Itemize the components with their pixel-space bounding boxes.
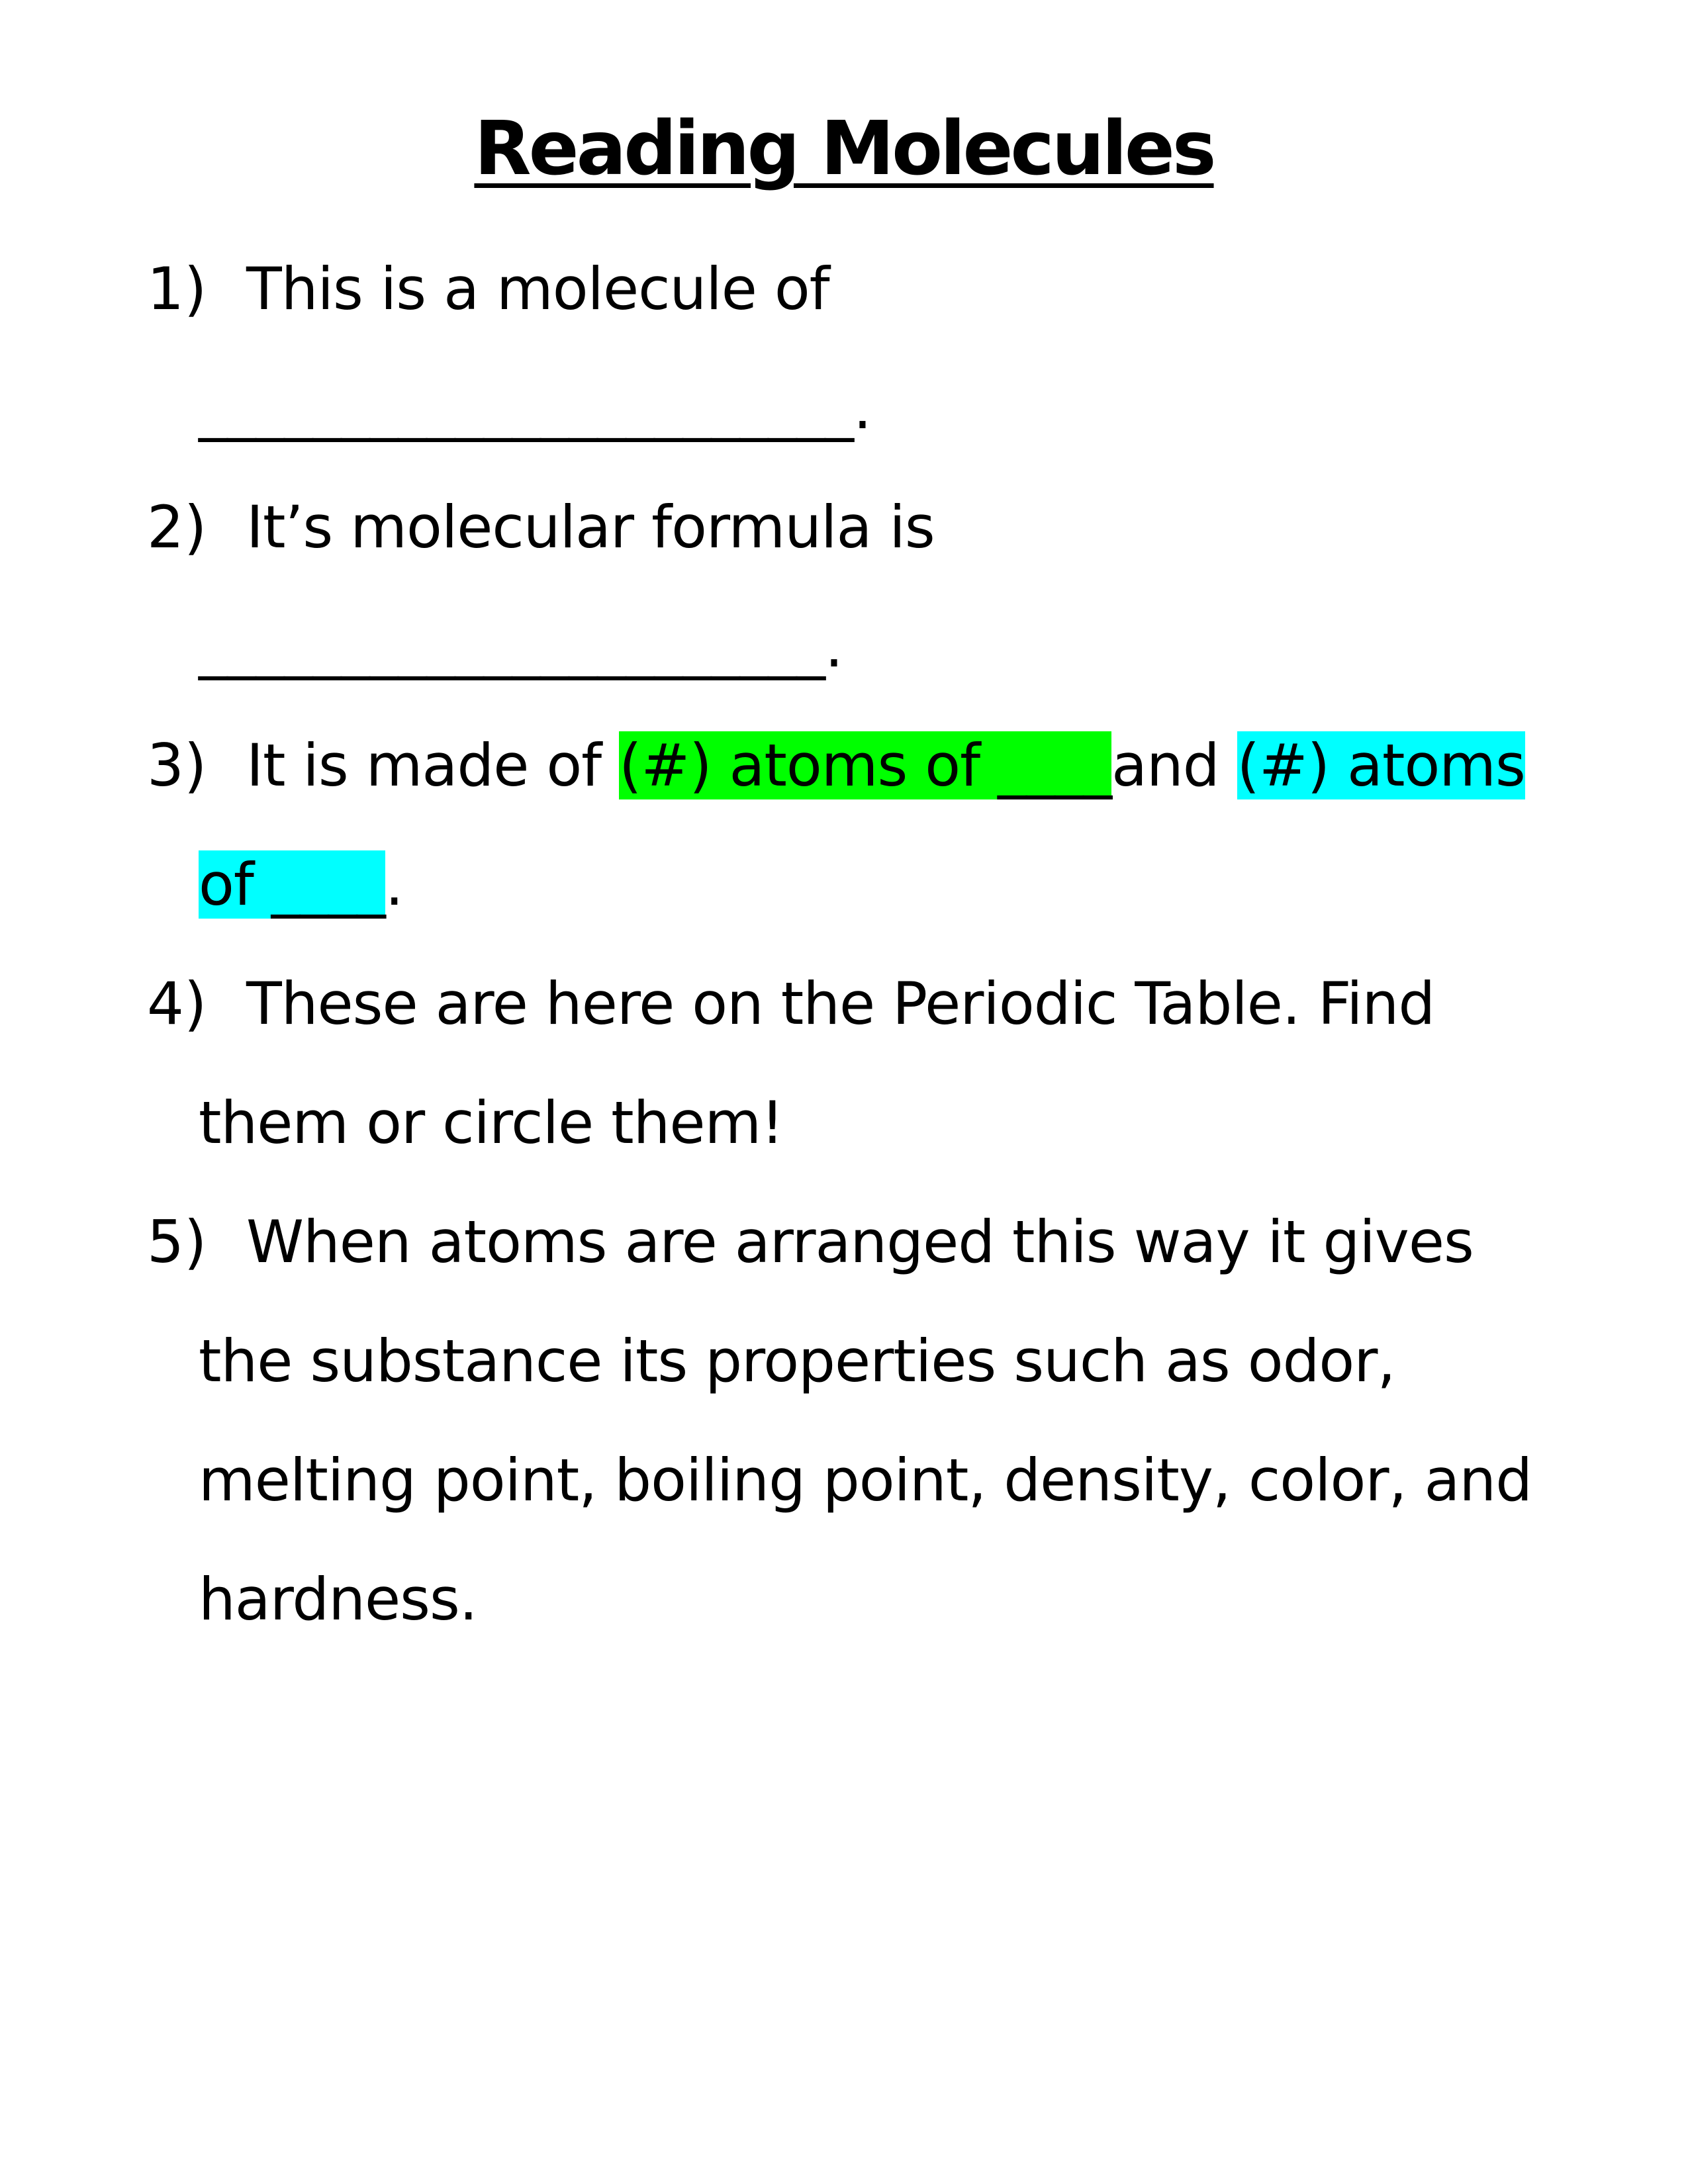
page-title [0,99,1688,199]
item-5-line-2: the substance its properties such as odor, [199,1327,1395,1395]
item-4-number: 4) [147,970,207,1038]
item-3-number: 3) [147,731,207,799]
item-1-number: 1) [147,255,207,323]
item-5-line-3: melting point, boiling point, density, color, and [199,1446,1532,1514]
item-3-highlight-cyan-2: of ____ [199,850,385,919]
item-1-text: This is a molecule of [246,255,829,323]
item-4-line-1: These are here on the Periodic Table. Find [246,970,1435,1038]
item-2-answer-blank: ______________________. [199,612,843,680]
item-3-line-2 [199,845,403,925]
item-1-answer-blank: _______________________. [199,374,871,442]
item-2-number: 2) [147,493,207,561]
item-3-line-1 [246,726,1525,805]
item-5-number: 5) [147,1208,207,1276]
item-5-line-4: hardness. [199,1565,477,1633]
item-4-line-2: them or circle them! [199,1089,784,1157]
item-3-highlight-cyan-1: (#) atoms [1237,731,1525,799]
item-2-text: It’s molecular formula is [246,493,935,561]
item-3-text-mid: and [1111,731,1237,799]
item-3-text-start: It is made of [246,731,620,799]
item-3-highlight-green: (#) atoms of ____ [619,731,1112,799]
item-3-text-end: . [385,850,403,919]
item-5-line-1: When atoms are arranged this way it gives [246,1208,1474,1276]
page-title-text: Reading Molecules [474,106,1214,192]
